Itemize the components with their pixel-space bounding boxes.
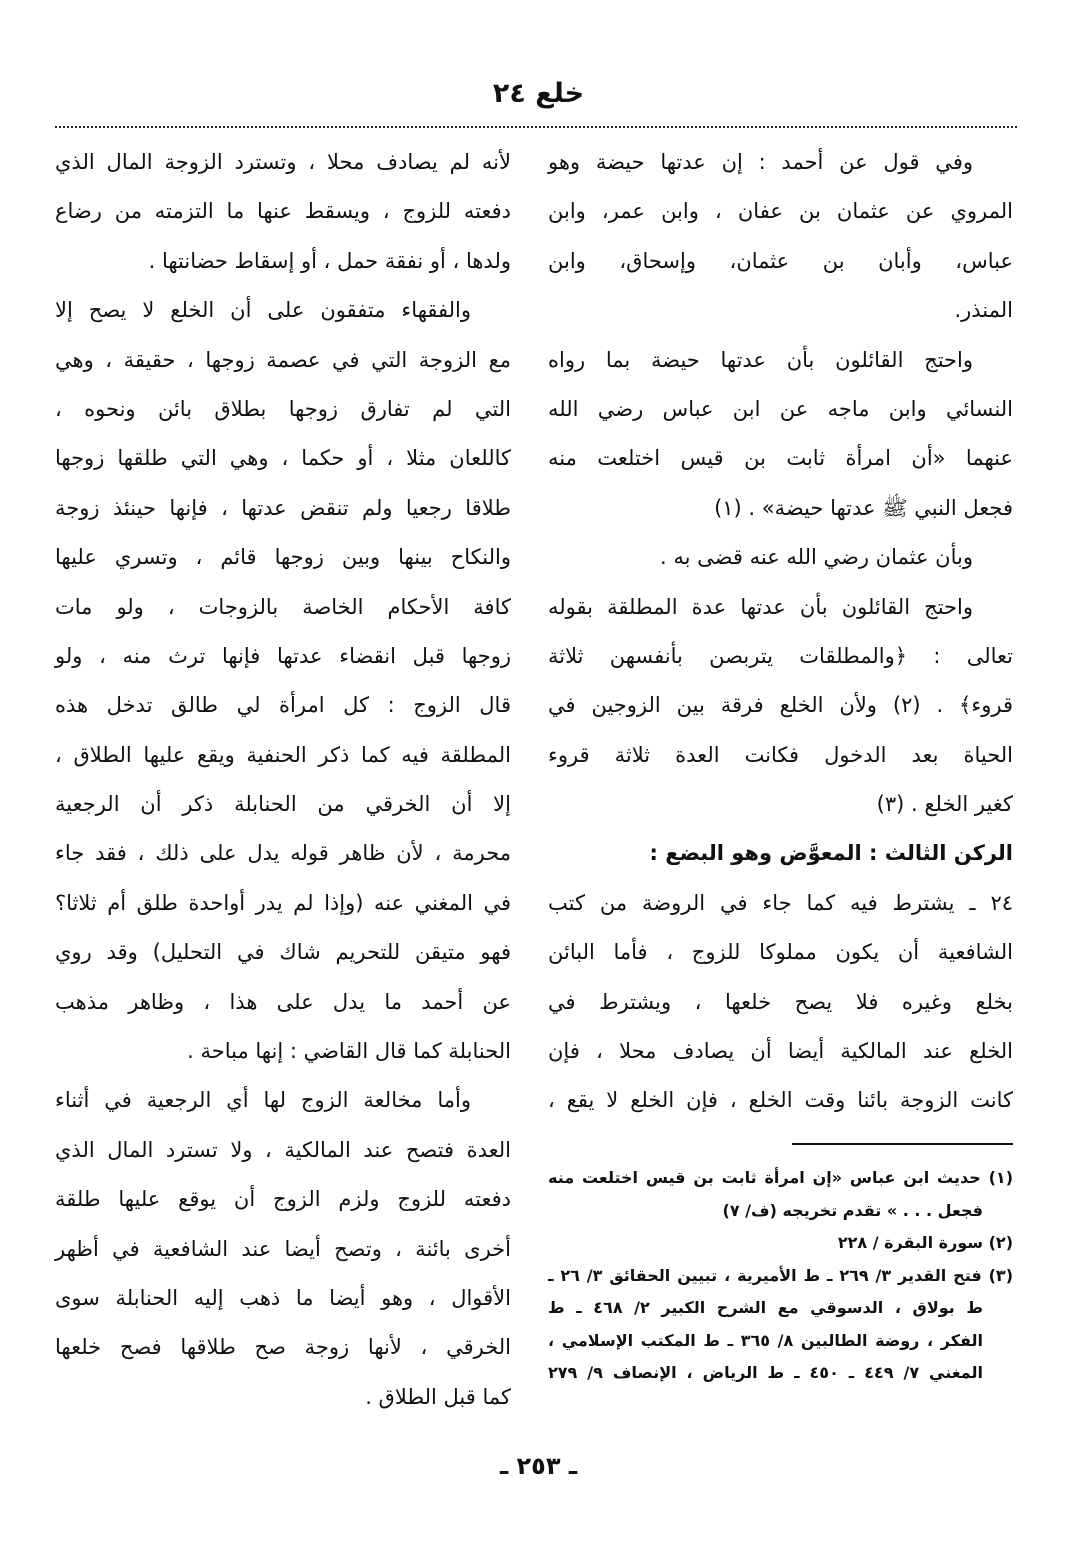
- text-line: أخرى بائنة ، وتصح أيضا عند الشافعية في أظهر: [55, 1236, 511, 1261]
- text-line: زوجها قبل انقضاء عدتها فإنها ترث منه ، ولو: [55, 643, 511, 668]
- text-line: عباس، وأبان بن عثمان، وإسحاق، وابن: [548, 248, 1013, 273]
- footnote-line: (٣) فتح القدير ٣/ ٢٦٩ ـ ط الأميرية ، تبيين الحقائق ٣/ ٢٦ ـ: [548, 1265, 1013, 1285]
- text-line: قروء﴾ . (٢) ولأن الخلع فرقة بين الزوجين في: [548, 693, 1013, 718]
- footnote-divider: [792, 1143, 1013, 1145]
- text-line: الحياة بعد الدخول فكانت العدة ثلاثة قروء: [548, 742, 1013, 767]
- text-line: النسائي وابن ماجه عن ابن عباس رضي الله: [548, 396, 1013, 421]
- text-line: طلاقا رجعيا ولم تنقض عدتها ، فإنها حينئذ زوجة: [55, 495, 511, 520]
- text-line: واحتج القائلون بأن عدتها حيضة بما رواه: [548, 347, 973, 372]
- text-line: إلا أن الخرقي من الحنابلة ذكر أن الرجعية: [55, 792, 511, 817]
- running-header: خلع ٢٤: [492, 78, 585, 109]
- text-line: الخرقي ، لأنها زوجة صح طلاقها فصح خلعها: [55, 1335, 511, 1360]
- text-line: التي لم تفارق زوجها بطلاق بائن ونحوه ،: [55, 396, 511, 421]
- text-line: كغير الخلع . (٣): [876, 792, 1013, 817]
- text-line: ولدها ، أو نفقة حمل ، أو إسقاط حضانتها .: [148, 248, 511, 273]
- left-text-column: [55, 138, 511, 1422]
- text-line: دفعته للزوج ، ويسقط عنها ما التزمته من رضاع: [55, 199, 511, 224]
- text-line: الحنابلة كما قال القاضي : إنها مباحة .: [187, 1039, 511, 1064]
- text-line: واحتج القائلون بأن عدتها عدة المطلقة بقوله: [548, 594, 973, 619]
- text-line: وبأن عثمان رضي الله عنه قضى به .: [660, 545, 973, 570]
- text-line: فهو متيقن للتحريم شاك في التحليل) وقد روي: [55, 940, 511, 965]
- text-line: ٢٤ ـ يشترط فيه كما جاء في الروضة من كتب: [548, 890, 1013, 915]
- text-line: وأما مخالعة الزوج لها أي الرجعية في أثناء: [55, 1088, 471, 1113]
- text-line: كما قبل الطلاق .: [365, 1384, 511, 1409]
- text-line: محرمة ، لأن ظاهر قوله يدل على ذلك ، فقد جاء: [55, 841, 511, 866]
- text-line: كافة الأحكام الخاصة بالزوجات ، ولو مات: [55, 594, 511, 619]
- footnotes: [548, 1162, 1013, 1390]
- text-line: والنكاح بينها وبين زوجها قائم ، وتسري عليها: [55, 545, 511, 570]
- footnote-line: (١) حديث ابن عباس «إن امرأة ثابت بن قيس اختلعت منه: [548, 1168, 1013, 1187]
- text-line: الأقوال ، وهو أيضا ما ذهب إليه الحنابلة سوى: [55, 1285, 511, 1310]
- text-line: المنذر.: [954, 298, 1013, 323]
- text-line: في المغني عنه (وإذا لم يدر أواحدة طلق أم ثلاثا؟: [55, 890, 511, 915]
- text-line: وفي قول عن أحمد : إن عدتها حيضة وهو: [548, 150, 973, 174]
- footnote-line: الفكر ، روضة الطالبين ٨/ ٣٦٥ ـ ط المكتب الإسلامي ،: [548, 1330, 983, 1350]
- header-dotted-divider: [55, 126, 1017, 128]
- page-number: ـ ٢٥٣ ـ: [499, 1452, 578, 1480]
- text-line: تعالى : ﴿والمطلقات يتربصن بأنفسهن ثلاثة: [548, 643, 1013, 668]
- text-line: دفعته للزوج ولزم الزوج أن يوقع عليها طلقة: [55, 1187, 511, 1212]
- text-line: عن أحمد ما يدل على هذا ، وظاهر مذهب: [55, 989, 511, 1014]
- footnote-line: ط بولاق ، الدسوقي مع الشرح الكبير ٢/ ٤٦٨ ـ ط: [548, 1298, 983, 1317]
- text-line: العدة فتصح عند المالكية ، ولا تسترد المال الذي: [55, 1137, 511, 1162]
- text-line: مع الزوجة التي في عصمة زوجها ، حقيقة ، وهي: [55, 347, 511, 372]
- text-line: لأنه لم يصادف محلا ، وتسترد الزوجة المال الذي: [55, 150, 511, 174]
- text-line: قال الزوج : كل امرأة لي طالق تدخل هذه: [55, 693, 511, 718]
- footnote-line: المغني ٧/ ٤٤٩ ـ ٤٥٠ ـ ط الرياض ، الإنصاف ٩/ ٢٧٩: [548, 1363, 984, 1382]
- text-line: المروي عن عثمان بن عفان ، وابن عمر، وابن: [548, 199, 1013, 224]
- footnote-line: فجعل . . . » تقدم تخريجه (ف/ ٧): [722, 1200, 983, 1220]
- text-line: الركن الثالث : المعوَّض وهو البضع :: [649, 841, 1013, 866]
- text-line: عنهما «أن امرأة ثابت بن قيس اختلعت منه: [548, 446, 1013, 471]
- text-line: والفقهاء متفقون على أن الخلع لا يصح إلا: [55, 298, 471, 323]
- right-text-column: [548, 138, 1013, 1126]
- text-line: فجعل النبي ﷺ عدتها حيضة» . (١): [714, 495, 1013, 520]
- text-line: المطلقة فيه كما ذكر الحنفية ويقع عليها الطلاق ،: [55, 742, 511, 767]
- text-line: الخلع عند المالكية أيضا أن يصادف محلا ، فإن: [548, 1039, 1013, 1064]
- footnote-line: (٢) سورة البقرة / ٢٢٨: [837, 1233, 1013, 1252]
- text-line: الشافعية أن يكون مملوكا للزوج ، فأما البائن: [548, 940, 1013, 965]
- text-line: كانت الزوجة بائنا وقت الخلع ، فإن الخلع لا يقع ،: [548, 1088, 1013, 1113]
- text-line: كاللعان مثلا ، أو حكما ، وهي التي طلقها زوجها: [55, 446, 511, 471]
- text-line: بخلع وغيره فلا يصح خلعها ، ويشترط في: [548, 989, 1013, 1014]
